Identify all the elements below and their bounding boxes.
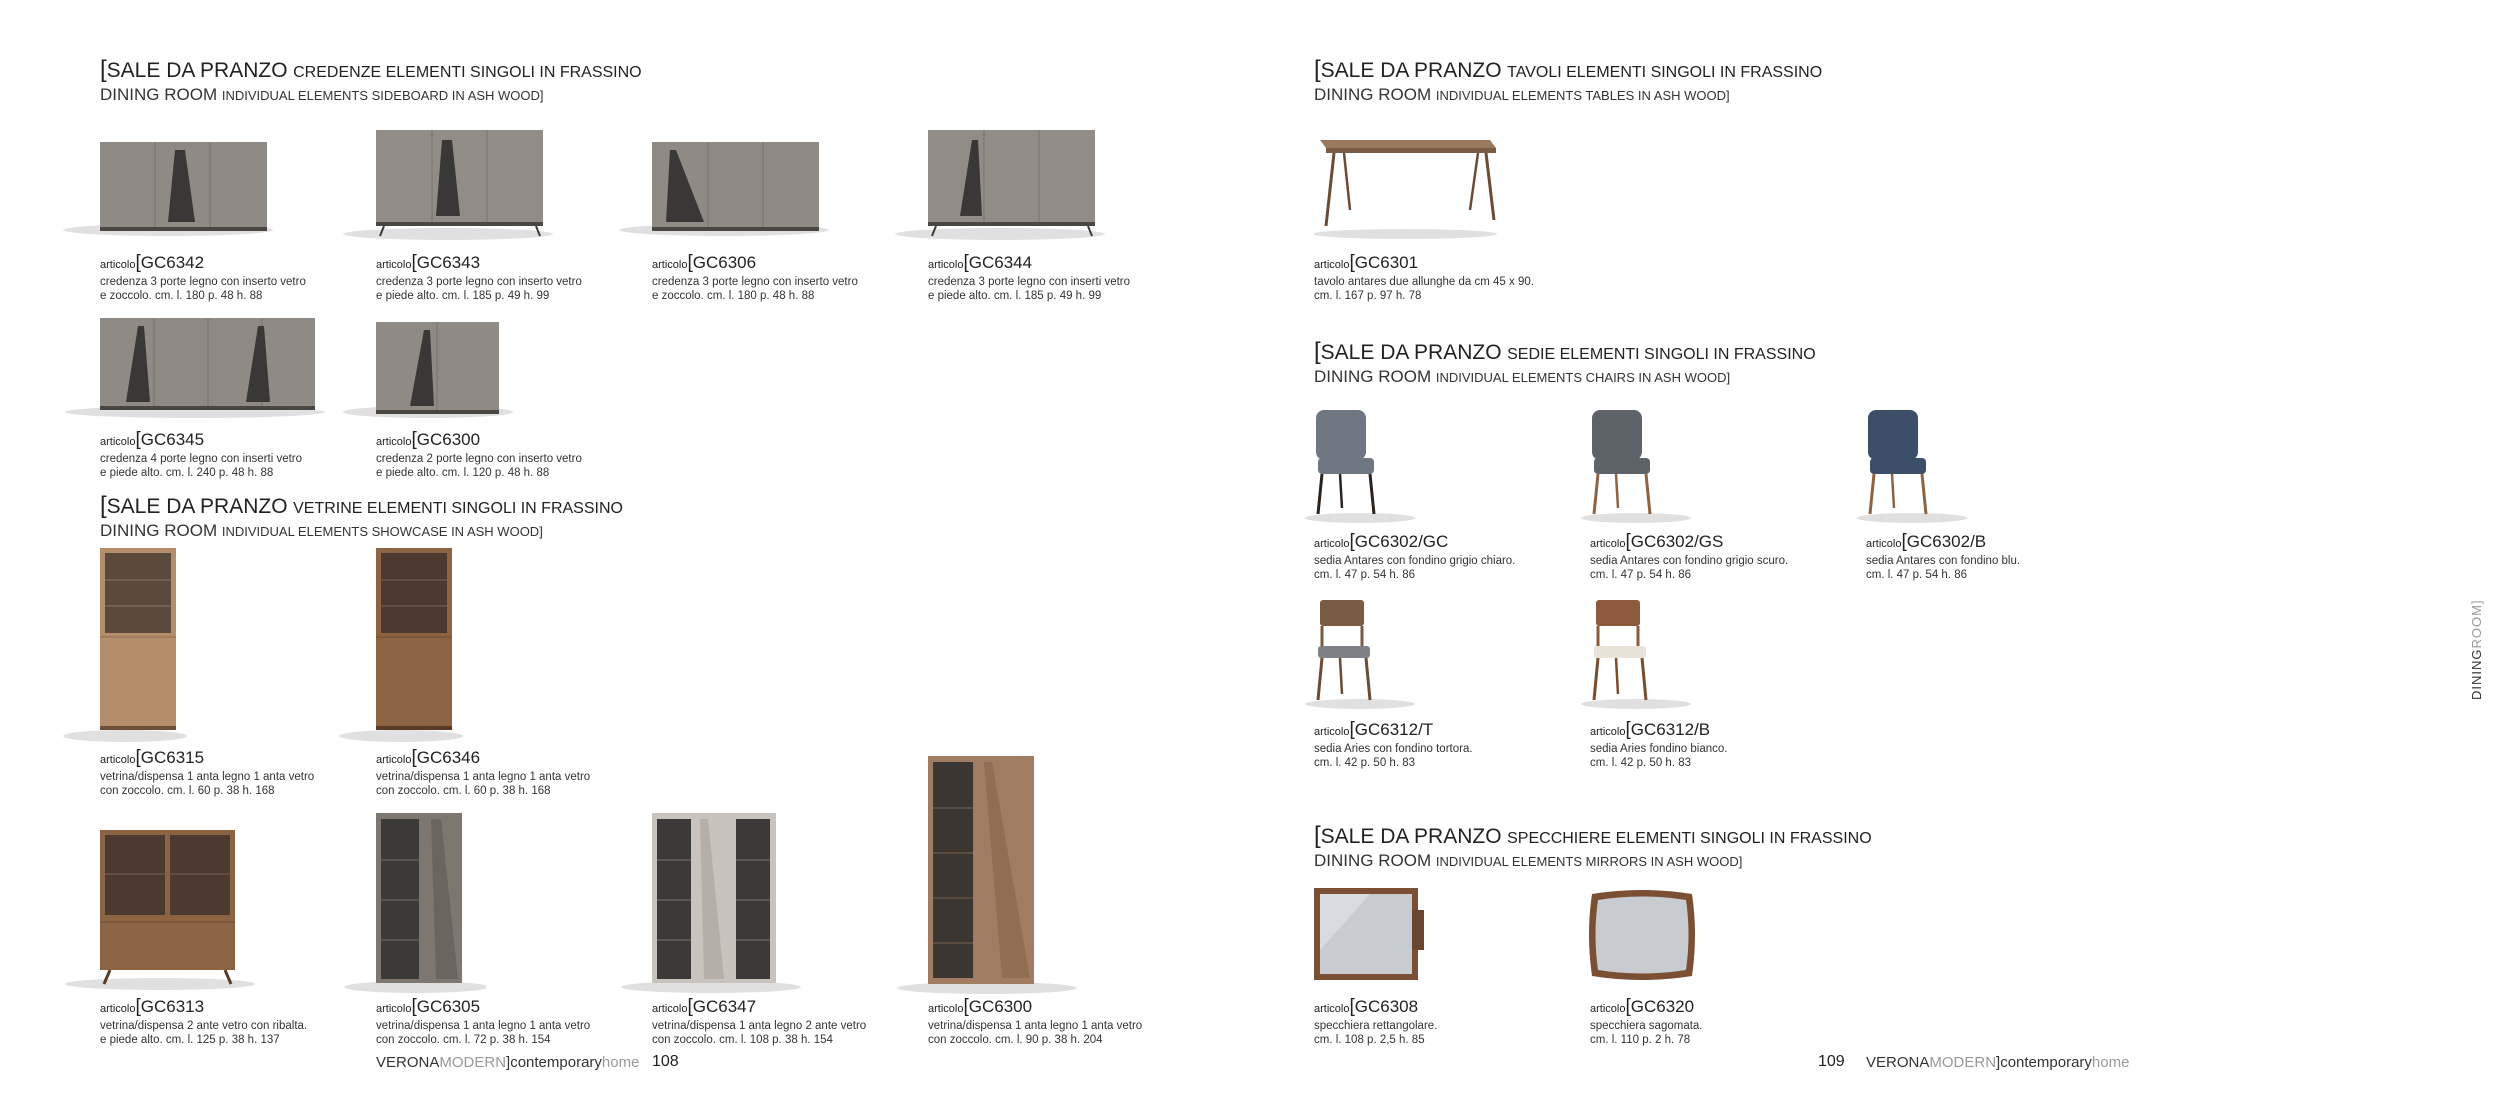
page-number-left: 108 <box>652 1053 679 1070</box>
product-image-gc6347 <box>616 805 806 995</box>
product-caption-gc6306: articolo[GC6306 credenza 3 porte legno con inserto vetro e zoccolo. cm. l. 180 p. 48 h. 88 <box>652 252 858 302</box>
product-image-gc6306 <box>616 130 836 240</box>
product-image-gc6308 <box>1310 880 1440 990</box>
section-title-en: DINING ROOM INDIVIDUAL ELEMENTS TABLES IN ASH WOOD] <box>1314 85 1730 104</box>
section-title-it: [SALE DA PRANZO VETRINE ELEMENTI SINGOLI IN FRASSINO <box>100 492 623 519</box>
product-image-gc6320 <box>1586 886 1716 986</box>
product-caption-gc6320: articolo[GC6320 specchiera sagomata. cm. l. 110 p. 2 h. 78 <box>1590 996 1703 1046</box>
product-caption-gc6302-b: articolo[GC6302/B sedia Antares con fondino blu. cm. l. 47 p. 54 h. 86 <box>1866 531 2021 581</box>
product-caption-gc6312-b: articolo[GC6312/B sedia Aries fondino bianco. cm. l. 42 p. 50 h. 83 <box>1590 719 1728 769</box>
product-caption-gc6345: articolo[GC6345 credenza 4 porte legno con inserti vetro e piede alto. cm. l. 240 p. 48 h. 88 <box>100 429 303 479</box>
product-caption-gc6347: articolo[GC6347 vetrina/dispensa 1 anta legno 2 ante vetro con zoccolo. cm. l. 108 p. 38 h. 154 <box>652 996 867 1046</box>
product-caption-gc6315: articolo[GC6315 vetrina/dispensa 1 anta legno 1 anta vetro con zoccolo. cm. l. 60 p. 38 h. 168 <box>100 747 315 797</box>
section-showcases-heading <box>100 494 623 542</box>
section-title-en: DINING ROOM INDIVIDUAL ELEMENTS CHAIRS IN ASH WOOD] <box>1314 367 1731 386</box>
section-title-it: [SALE DA PRANZO SEDIE ELEMENTI SINGOLI IN FRASSINO <box>1314 338 1816 365</box>
product-caption-gc6342: articolo[GC6342 credenza 3 porte legno con inserto vetro e zoccolo. cm. l. 180 p. 48 h. 88 <box>100 252 306 302</box>
product-image-gc6312-t <box>1300 592 1420 712</box>
product-caption-gc6300-sideboard: articolo[GC6300 credenza 2 porte legno con inserto vetro e piede alto. cm. l. 120 p. 48 h. 88 <box>376 429 582 479</box>
section-title-en: DINING ROOM INDIVIDUAL ELEMENTS SHOWCASE IN ASH WOOD] <box>100 521 543 540</box>
section-sideboards-heading <box>100 58 642 106</box>
product-caption-gc6305: articolo[GC6305 vetrina/dispensa 1 anta legno 1 anta vetro con zoccolo. cm. l. 72 p. 38 h. 154 <box>376 996 591 1046</box>
product-image-gc6302-gc <box>1300 400 1420 525</box>
product-caption-gc6344: articolo[GC6344 credenza 3 porte legno con inserti vetro e piede alto. cm. l. 185 p. 49 h. 99 <box>928 252 1131 302</box>
product-caption-gc6313: articolo[GC6313 vetrina/dispensa 2 ante vetro con ribalta. e piede alto. cm. l. 125 p. 38 h. 137 <box>100 996 308 1046</box>
footer-brand-left: VERONAMODERN]contemporaryhome <box>376 1054 640 1071</box>
product-image-gc6313 <box>60 822 260 992</box>
product-image-gc6312-b <box>1576 592 1696 712</box>
product-caption-gc6302-gc: articolo[GC6302/GC sedia Antares con fondino grigio chiaro. cm. l. 47 p. 54 h. 86 <box>1314 531 1516 581</box>
product-caption-gc6301: articolo[GC6301 tavolo antares due allunghe da cm 45 x 90. cm. l. 167 p. 97 h. 78 <box>1314 252 1534 302</box>
product-image-gc6346 <box>336 540 466 745</box>
side-tab-dining-room: DININGROOM] <box>2469 599 2484 700</box>
product-caption-gc6308: articolo[GC6308 specchiera rettangolare. cm. l. 108 p. 2,5 h. 85 <box>1314 996 1438 1046</box>
section-title-en: DINING ROOM INDIVIDUAL ELEMENTS SIDEBOARD IN ASH WOOD] <box>100 85 544 104</box>
section-title-it: [SALE DA PRANZO TAVOLI ELEMENTI SINGOLI IN FRASSINO <box>1314 56 1823 83</box>
section-title-it: [SALE DA PRANZO CREDENZE ELEMENTI SINGOLI IN FRASSINO <box>100 56 642 83</box>
section-tables-heading <box>1314 58 1822 106</box>
product-caption-gc6300-showcase: articolo[GC6300 vetrina/dispensa 1 anta legno 1 anta vetro con zoccolo. cm. l. 90 p. 38 h. 204 <box>928 996 1143 1046</box>
product-caption-gc6302-gs: articolo[GC6302/GS sedia Antares con fondino grigio scuro. cm. l. 47 p. 54 h. 86 <box>1590 531 1789 581</box>
product-image-gc6302-b <box>1852 400 1972 525</box>
product-caption-gc6312-t: articolo[GC6312/T sedia Aries con fondino tortora. cm. l. 42 p. 50 h. 83 <box>1314 719 1473 769</box>
product-image-gc6342 <box>60 130 280 240</box>
product-image-gc6305 <box>336 805 486 995</box>
section-title-it: [SALE DA PRANZO SPECCHIERE ELEMENTI SINGOLI IN FRASSINO <box>1314 822 1872 849</box>
product-image-gc6300-sideboard <box>340 312 520 422</box>
section-chairs-heading <box>1314 340 1816 388</box>
product-caption-gc6343: articolo[GC6343 credenza 3 porte legno con inserto vetro e piede alto. cm. l. 185 p. 49 h. 99 <box>376 252 582 302</box>
product-image-gc6345 <box>60 308 330 423</box>
product-image-gc6315 <box>60 540 190 745</box>
product-image-gc6302-gs <box>1576 400 1696 525</box>
footer-brand-right: VERONAMODERN]contemporaryhome <box>1866 1054 2130 1071</box>
product-image-gc6343 <box>340 120 560 245</box>
product-image-gc6300-showcase <box>892 748 1082 996</box>
section-title-en: DINING ROOM INDIVIDUAL ELEMENTS MIRRORS IN ASH WOOD] <box>1314 851 1743 870</box>
product-image-gc6344 <box>892 120 1112 245</box>
product-image-gc6301 <box>1310 130 1500 240</box>
product-caption-gc6346: articolo[GC6346 vetrina/dispensa 1 anta legno 1 anta vetro con zoccolo. cm. l. 60 p. 38 h. 168 <box>376 747 591 797</box>
section-mirrors-heading <box>1314 824 1872 872</box>
page-number-right: 109 <box>1818 1053 1845 1070</box>
